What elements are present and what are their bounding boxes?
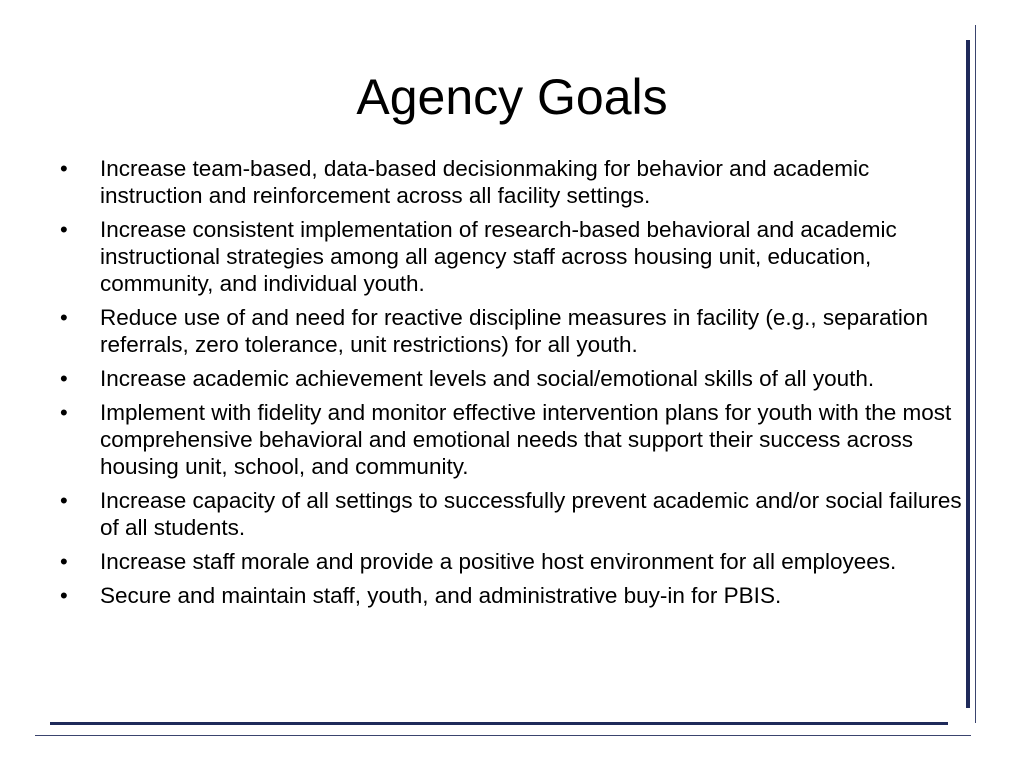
list-item	[58, 155, 964, 209]
bullet-text: Increase team-based, data-based decisionmaking for behavior and academic instruction and reinforcement across all facility settings.	[100, 156, 870, 208]
bullet-text: Reduce use of and need for reactive discipline measures in facility (e.g., separation referrals, zero tolerance, unit restrictions) for all youth.	[100, 305, 928, 357]
frame-vertical-line-thin	[975, 25, 976, 723]
list-item	[58, 582, 964, 609]
list-item	[58, 487, 964, 541]
list-item	[58, 304, 964, 358]
frame-horizontal-line-thick	[50, 722, 948, 725]
bullet-icon: •	[60, 156, 68, 181]
list-item	[58, 399, 964, 480]
bullet-text: Increase staff morale and provide a positive host environment for all employees.	[100, 549, 897, 574]
frame-vertical-line-thick	[966, 40, 970, 708]
bullet-icon: •	[60, 583, 68, 608]
bullet-icon: •	[60, 488, 68, 513]
bullet-icon: •	[60, 400, 68, 425]
bullet-list	[58, 155, 964, 616]
bullet-text: Increase consistent implementation of research-based behavioral and academic instructional strategies among all agency staff across housing unit, education, community, and individual youth.	[100, 217, 897, 296]
bullet-text: Implement with fidelity and monitor effective intervention plans for youth with the most comprehensive behavioral and emotional needs that support their success across housing unit, school, and community.	[100, 400, 952, 479]
bullet-icon: •	[60, 549, 68, 574]
list-item	[58, 548, 964, 575]
bullet-icon: •	[60, 217, 68, 242]
frame-horizontal-line-thin	[35, 735, 971, 736]
list-item	[58, 216, 964, 297]
bullet-icon: •	[60, 366, 68, 391]
bullet-text: Increase capacity of all settings to successfully prevent academic and/or social failures of all students.	[100, 488, 962, 540]
list-item	[58, 365, 964, 392]
bullet-text: Secure and maintain staff, youth, and administrative buy-in for PBIS.	[100, 583, 782, 608]
bullet-text: Increase academic achievement levels and social/emotional skills of all youth.	[100, 366, 875, 391]
slide-title: Agency Goals	[356, 69, 668, 125]
bullet-icon: •	[60, 305, 68, 330]
